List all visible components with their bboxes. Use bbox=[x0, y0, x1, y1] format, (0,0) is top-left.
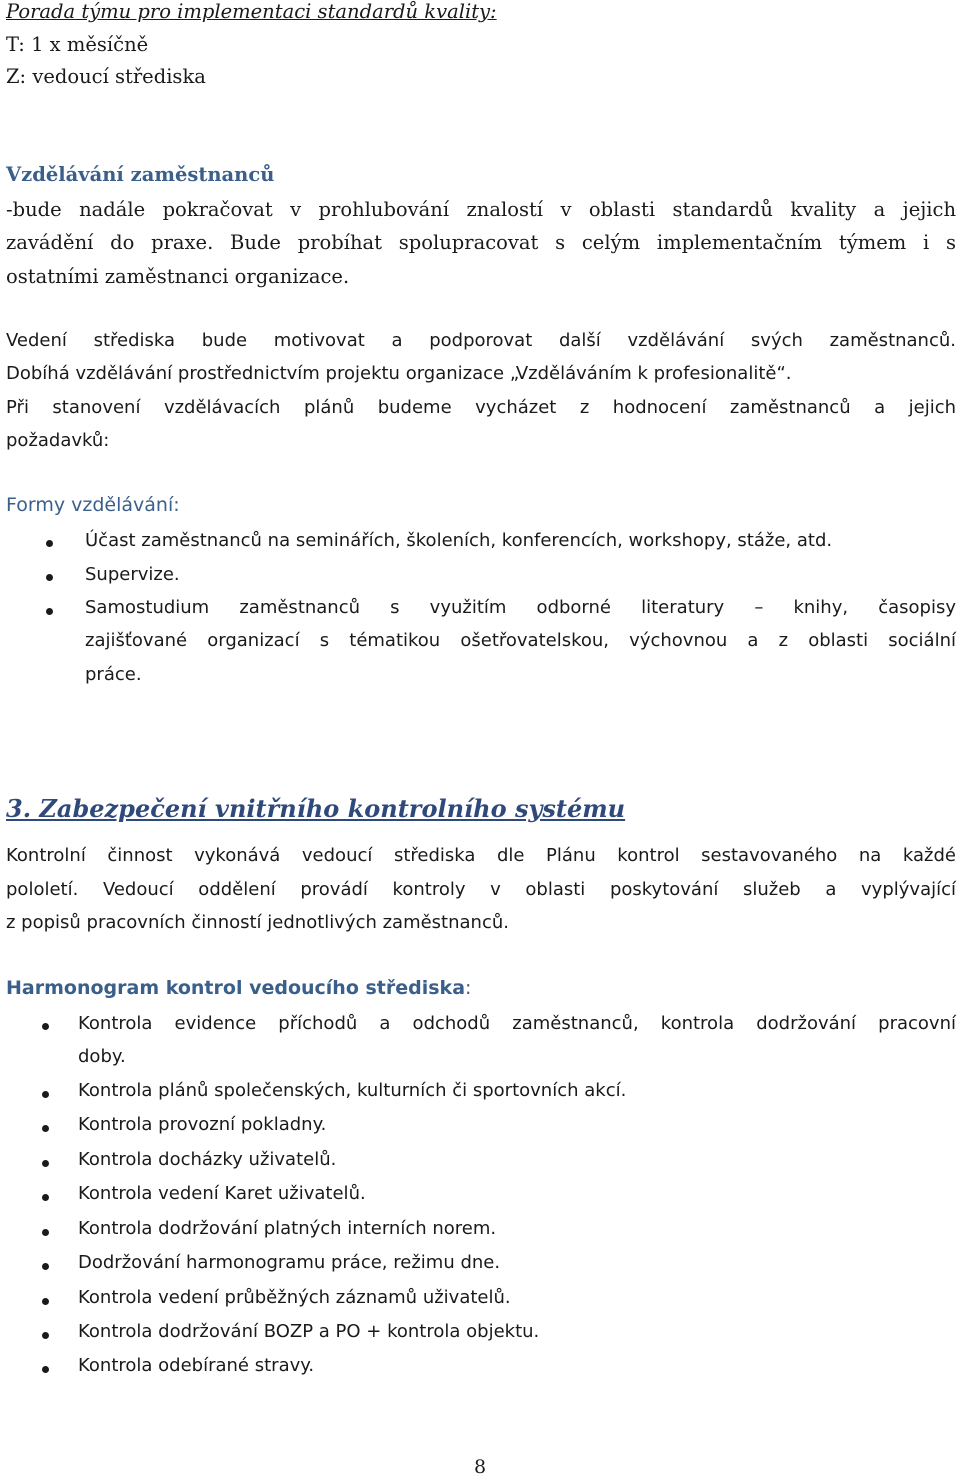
bullet-icon bbox=[42, 1298, 49, 1305]
bullet-icon bbox=[46, 574, 53, 581]
forms-item: Supervize. bbox=[85, 564, 180, 585]
meeting-frequency: T: 1 x měsíčně bbox=[6, 33, 149, 56]
harmonogram-item: Kontrola provozní pokladny. bbox=[78, 1114, 327, 1135]
forms-item-continuation: zajišťované organizací s tématikou ošetřovatelskou, výchovnou a z oblasti sociální bbox=[85, 630, 956, 651]
harmonogram-item: Kontrola evidence příchodů a odchodů zaměstnanců, kontrola dodržování pracovní bbox=[78, 1013, 956, 1034]
section-3-para-line: Kontrolní činnost vykonává vedoucí střediska dle Plánu kontrol sestavovaného na každé bbox=[6, 845, 956, 866]
bullet-icon bbox=[42, 1263, 49, 1270]
harmonogram-heading-row bbox=[6, 977, 471, 999]
forms-item: Samostudium zaměstnanců s využitím odborné literatury – knihy, časopisy bbox=[85, 597, 956, 618]
page-number: 8 bbox=[473, 1456, 487, 1478]
education-para2-line: Dobíhá vzdělávání prostřednictvím projektu organizace „Vzděláváním k profesionalitě“. bbox=[6, 363, 792, 384]
bullet-icon bbox=[42, 1332, 49, 1339]
harmonogram-colon: : bbox=[465, 977, 472, 999]
bullet-icon bbox=[42, 1194, 49, 1201]
meeting-responsible: Z: vedoucí střediska bbox=[6, 65, 206, 88]
meeting-title: Porada týmu pro implementaci standardů kvality: bbox=[6, 0, 497, 23]
bullet-icon bbox=[46, 608, 53, 615]
bullet-icon bbox=[42, 1229, 49, 1236]
education-heading: Vzdělávání zaměstnanců bbox=[6, 163, 275, 186]
forms-item-continuation: práce. bbox=[85, 664, 142, 685]
harmonogram-item: Kontrola dodržování BOZP a PO + kontrola objektu. bbox=[78, 1321, 540, 1342]
education-para2-line: požadavků: bbox=[6, 430, 110, 451]
section-3-para-line: z popisů pracovních činností jednotlivých zaměstnanců. bbox=[6, 912, 509, 933]
bullet-icon bbox=[46, 540, 53, 547]
section-3-para-line: pololetí. Vedoucí oddělení provádí kontroly v oblasti poskytování služeb a vyplývající bbox=[6, 879, 956, 900]
harmonogram-heading: Harmonogram kontrol vedoucího střediska bbox=[6, 977, 466, 999]
bullet-icon bbox=[42, 1091, 49, 1098]
bullet-icon bbox=[42, 1366, 49, 1373]
harmonogram-item: Kontrola dodržování platných interních norem. bbox=[78, 1218, 497, 1239]
harmonogram-item: Kontrola odebírané stravy. bbox=[78, 1355, 315, 1376]
harmonogram-item-continuation: doby. bbox=[78, 1046, 126, 1067]
education-para1-line: -bude nadále pokračovat v prohlubování znalostí v oblasti standardů kvality a jejich bbox=[6, 198, 956, 221]
section-3-heading: 3. Zabezpečení vnitřního kontrolního systému bbox=[6, 794, 626, 823]
forms-heading: Formy vzdělávání: bbox=[6, 494, 180, 516]
forms-item: Účast zaměstnanců na seminářích, školeních, konferencích, workshopy, stáže, atd. bbox=[85, 530, 833, 551]
bullet-icon bbox=[42, 1125, 49, 1132]
harmonogram-item: Kontrola vedení průběžných záznamů uživatelů. bbox=[78, 1287, 511, 1308]
harmonogram-item: Kontrola docházky uživatelů. bbox=[78, 1149, 337, 1170]
education-para2-line: Při stanovení vzdělávacích plánů budeme vycházet z hodnocení zaměstnanců a jejich bbox=[6, 397, 956, 418]
education-para2-line: Vedení střediska bude motivovat a podporovat další vzdělávání svých zaměstnanců. bbox=[6, 330, 956, 351]
bullet-icon bbox=[42, 1023, 49, 1030]
bullet-icon bbox=[42, 1160, 49, 1167]
education-para1-line: ostatními zaměstnanci organizace. bbox=[6, 265, 350, 288]
education-para1-line: zavádění do praxe. Bude probíhat spolupracovat s celým implementačním týmem i s bbox=[6, 231, 956, 254]
harmonogram-item: Kontrola plánů společenských, kulturních či sportovních akcí. bbox=[78, 1080, 627, 1101]
harmonogram-item: Kontrola vedení Karet uživatelů. bbox=[78, 1183, 366, 1204]
harmonogram-item: Dodržování harmonogramu práce, režimu dne. bbox=[78, 1252, 501, 1273]
